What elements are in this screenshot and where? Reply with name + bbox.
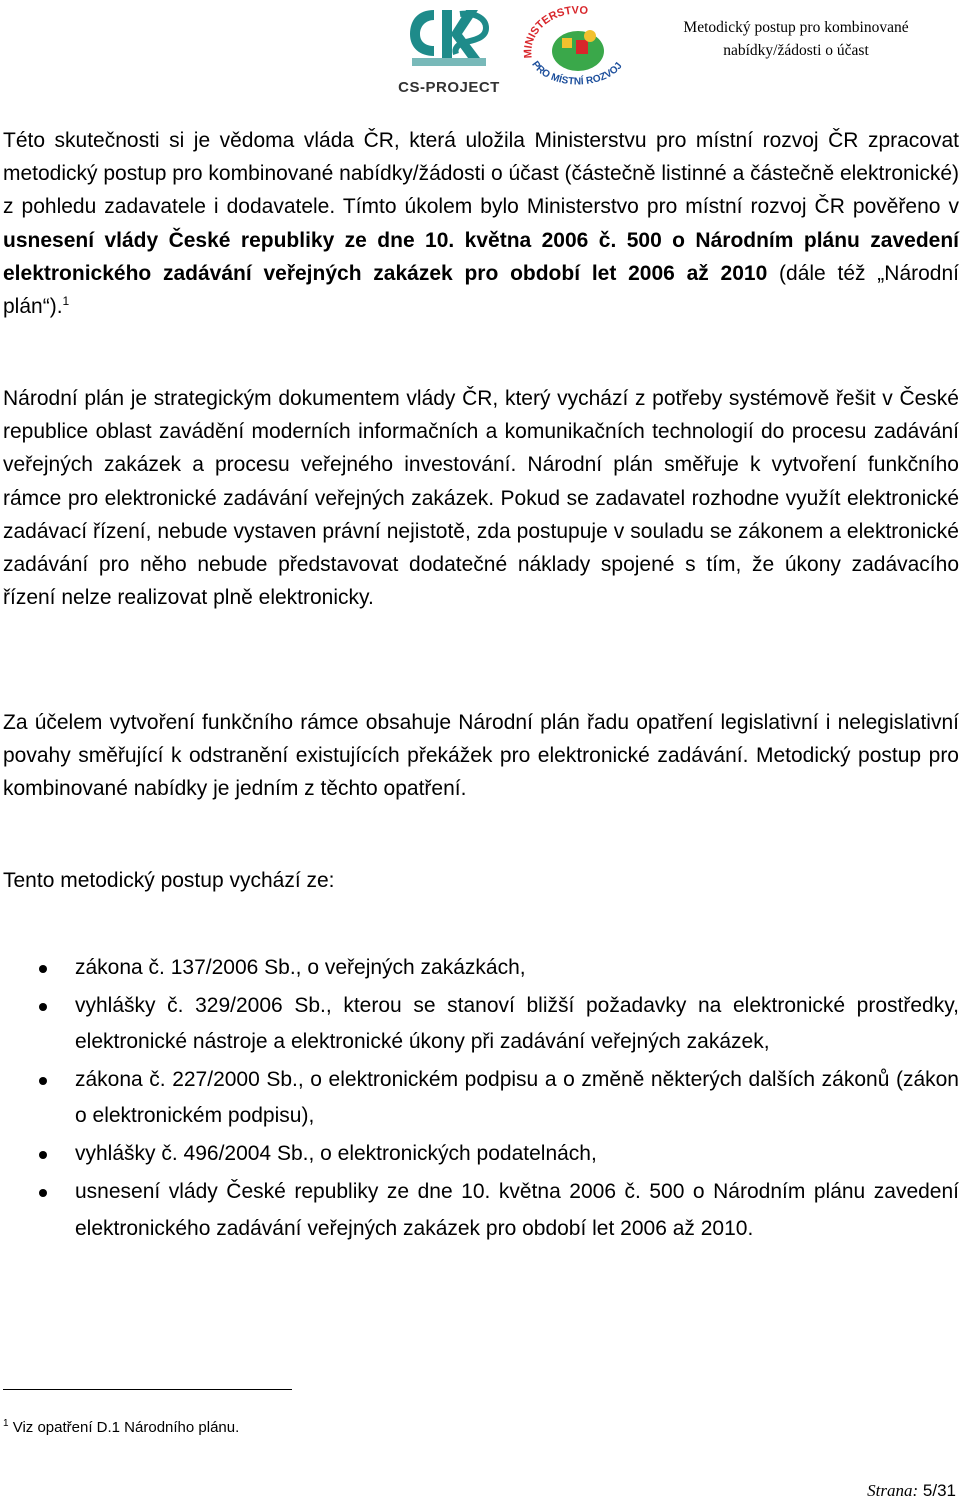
sources-list <box>3 950 959 1249</box>
ministry-logo <box>518 6 636 88</box>
paragraph-framework: Za účelem vytvoření funkčního rámce obsahuje Národní plán řadu opatření legislativní i nelegislativní povahy směřující k odstranění existujících překážek pro elektronické zadávání. Metodický postup pro kombinované nabídky je jedním z těchto opatření. <box>3 711 959 801</box>
list-item-text: usnesení vlády České republiky ze dne 10. května 2006 č. 500 o Národním plánu zavedení elektronického zadávání veřejných zakázek pro období let 2006 až 2010. <box>75 1180 959 1240</box>
page-number-value: 5/31 <box>922 1481 956 1500</box>
header-title-line2: nabídky/žádosti o účast <box>723 42 869 59</box>
list-item-text: vyhlášky č. 496/2004 Sb., o elektronických podatelnách, <box>75 1142 597 1166</box>
page-header <box>0 0 960 100</box>
paragraph-intro-bold: usnesení vlády České republiky ze dne 10. května 2006 č. 500 o Národním plánu zavedení elektronického zadávání veřejných zakázek pro období let 2006 až 2010 <box>3 228 959 285</box>
page-number <box>867 1480 956 1502</box>
list-item <box>3 1136 959 1172</box>
paragraph-intro-text-b: (dále též „Národní plán“). <box>3 261 959 319</box>
cs-project-logo <box>398 4 500 98</box>
list-item <box>3 1062 959 1134</box>
list-item-text: vyhlášky č. 329/2006 Sb., kterou se stanoví bližší požadavky na elektronické prostředky, elektronické nástroje a elektronické úkony při zadávání veřejných zakázek, <box>75 994 959 1054</box>
footnote-divider <box>3 1389 292 1390</box>
header-title-line1: Metodický postup pro kombinované <box>683 19 909 36</box>
ministry-logo-text-top: MINISTERSTVO <box>522 6 589 59</box>
bullet-icon <box>39 965 47 973</box>
paragraph-intro-text-a: Této skutečnosti si je vědoma vláda ČR, která uložila Ministerstvu pro místní rozvoj ČR zpracovat metodický postup pro kombinované nabídky/žádosti o účast (částečně listinné a částečně elektronické) z pohledu zadavatele i dodavatele. Tímto úkolem bylo Ministerstvo pro místní rozvoj ČR pověřeno v <box>3 129 960 219</box>
header-title <box>676 16 916 62</box>
ministry-logo-text-bottom: PRO MÍSTNÍ ROZVOJ <box>529 59 625 88</box>
list-item-text: zákona č. 137/2006 Sb., o veřejných zakázkách, <box>75 956 526 979</box>
list-item-text: zákona č. 227/2000 Sb., o elektronickém podpisu a o změně některých dalších zákonů (zákon o elektronickém podpisu), <box>75 1068 959 1128</box>
footnote-text: Viz opatření D.1 Národního plánu. <box>12 1419 240 1436</box>
paragraph-national-plan: Národní plán je strategickým dokumentem vlády ČR, který vychází z potřeby systémově řešit v České republice oblast zavádění moderních informačních a komunikačních technologií do procesu zadávání veřejných zakázek a procesu veřejného investování. Národní plán směřuje k vytvoření funkčního rámce pro elektronické zadávání veřejných zakázek. Pokud se zadavatel rozhodne využít elektronické zadávací řízení, nebude vystaven právní nejistotě, zda postupuje v souladu se zákonem a elektronické zadávání pro něho nebude představovat dodatečné náklady spojené s tím, že úkony zadávacího řízení nelze realizovat plně elektronicky. <box>3 387 959 610</box>
bullet-icon <box>39 1077 47 1085</box>
bullet-icon <box>39 1003 47 1011</box>
footnote-ref[interactable]: 1 <box>62 294 70 309</box>
list-item <box>3 1174 959 1246</box>
cs-project-logo-text: CS-PROJECT <box>398 79 500 96</box>
list-item <box>3 950 959 986</box>
footnote <box>3 1418 239 1438</box>
paragraph-intro <box>3 124 959 323</box>
page-number-label: Strana: <box>867 1481 919 1500</box>
footnote-mark: 1 <box>3 1418 9 1429</box>
paragraph-sources-intro: Tento metodický postup vychází ze: <box>3 869 335 892</box>
bullet-icon <box>39 1189 47 1197</box>
list-item <box>3 988 959 1060</box>
bullet-icon <box>39 1151 47 1159</box>
